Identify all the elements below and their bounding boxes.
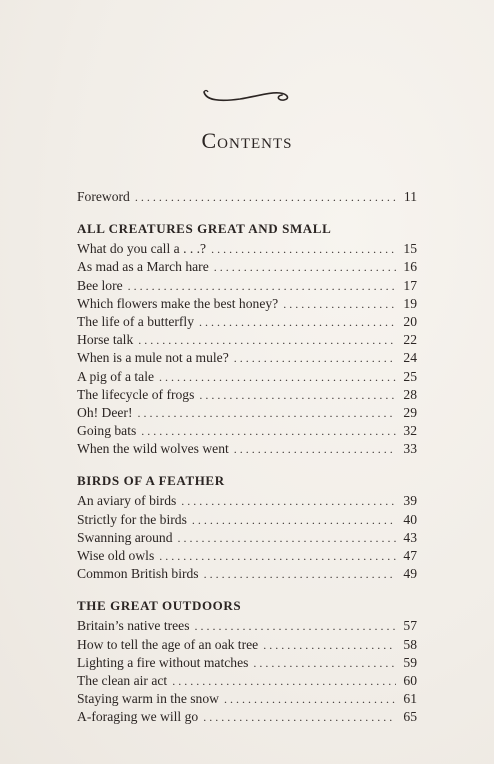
table-of-contents (77, 188, 417, 727)
dot-leader (263, 636, 396, 654)
toc-entry-page: 28 (403, 386, 417, 402)
dot-leader (192, 511, 396, 529)
dot-leader (159, 368, 396, 386)
toc-entry-title: Wise old owls (77, 548, 155, 563)
dot-leader (135, 188, 396, 206)
dot-leader (234, 349, 396, 367)
toc-entry (77, 547, 417, 565)
dot-leader (172, 672, 396, 690)
toc-entry-page: 32 (403, 423, 417, 439)
dot-leader (199, 386, 396, 404)
toc-entry-page: 33 (403, 441, 417, 457)
toc-entry-title: Which flowers make the best honey? (77, 295, 279, 311)
toc-entry-title: The lifecycle of frogs (77, 386, 195, 402)
toc-entry (77, 295, 417, 313)
swash-ornament-icon (200, 84, 292, 106)
dot-leader (178, 529, 396, 547)
dot-leader (199, 313, 396, 331)
dot-leader (224, 690, 396, 708)
toc-entry-page: 19 (403, 295, 417, 311)
toc-entry (77, 690, 417, 708)
toc-entry-page: 60 (403, 672, 417, 688)
dot-leader (195, 617, 397, 635)
page-title: Contents (201, 128, 293, 153)
dot-leader (204, 565, 396, 583)
toc-entry-title: The life of a butterfly (77, 313, 195, 329)
toc-entry-title: Swanning around (77, 529, 173, 545)
toc-entry-page: 15 (403, 241, 417, 257)
toc-entry-page: 49 (403, 566, 417, 582)
toc-entry-title: Strictly for the birds (77, 511, 187, 527)
dot-leader (211, 240, 396, 258)
dot-leader (128, 277, 396, 295)
toc-entry-title: What do you call a . . .? (77, 241, 207, 257)
dot-leader (138, 331, 396, 349)
toc-entry-page: 40 (403, 511, 417, 527)
toc-entry (77, 368, 417, 386)
toc-entry-page: 29 (403, 404, 417, 420)
toc-entry (77, 404, 417, 422)
toc-entry (77, 636, 417, 654)
toc-entry-page: 17 (403, 277, 417, 293)
toc-entry (77, 240, 417, 258)
toc-entry (77, 617, 417, 635)
toc-entry-title: A pig of a tale (77, 368, 155, 384)
toc-entry-title: Going bats (77, 423, 137, 439)
toc-entry (77, 492, 417, 510)
toc-entry-title: Common British birds (77, 566, 199, 582)
toc-entry (77, 277, 417, 295)
dot-leader (181, 492, 396, 510)
toc-entry-title: Staying warm in the snow (77, 691, 219, 707)
toc-entry-page: 59 (403, 654, 417, 670)
toc-entry (77, 258, 417, 276)
toc-entry (77, 511, 417, 529)
toc-entry-page: 25 (403, 368, 417, 384)
toc-entry-page: 58 (403, 636, 417, 652)
toc-entry (77, 672, 417, 690)
toc-entry-title: When is a mule not a mule? (77, 350, 229, 366)
dot-leader (137, 404, 396, 422)
toc-entry-title: The clean air act (77, 672, 168, 688)
toc-entry-title: As mad as a March hare (77, 259, 209, 275)
toc-entry (77, 386, 417, 404)
dot-leader (253, 654, 396, 672)
section-heading: THE GREAT OUTDOORS (77, 598, 242, 614)
toc-entry-title: How to tell the age of an oak tree (77, 636, 259, 652)
toc-entry-title: Britain’s native trees (77, 618, 190, 634)
toc-entry-title: Foreword (77, 189, 130, 204)
toc-entry (77, 529, 417, 547)
toc-entry-page: 22 (403, 332, 417, 348)
toc-entry-page: 39 (403, 493, 417, 509)
toc-entry (77, 422, 417, 440)
toc-entry-page: 47 (403, 548, 417, 563)
toc-entry-page: 57 (403, 618, 417, 634)
dot-leader (214, 258, 396, 276)
toc-entry-page: 43 (403, 529, 417, 545)
toc-entry-page: 11 (403, 189, 417, 204)
dot-leader (283, 295, 396, 313)
toc-entry-page: 16 (403, 259, 417, 275)
toc-entry-page: 20 (403, 313, 417, 329)
section-heading: BIRDS OF A FEATHER (77, 473, 225, 489)
toc-entry-page: 24 (403, 350, 417, 366)
toc-entry-title: Bee lore (77, 277, 123, 293)
toc-entry-title: An aviary of birds (77, 493, 177, 509)
dot-leader (203, 708, 396, 726)
toc-entry (77, 188, 417, 206)
toc-entry (77, 313, 417, 331)
toc-entry (77, 331, 417, 349)
toc-entry-page: 61 (403, 691, 417, 707)
toc-entry (77, 654, 417, 672)
toc-entry-title: A-foraging we will go (77, 709, 199, 725)
dot-leader (234, 440, 396, 458)
section-heading: ALL CREATURES GREAT AND SMALL (77, 221, 332, 237)
toc-entry (77, 440, 417, 458)
toc-entry-title: Horse talk (77, 332, 134, 348)
toc-entry (77, 565, 417, 583)
dot-leader (141, 422, 396, 440)
toc-entry-title: Oh! Deer! (77, 404, 133, 420)
toc-entry-title: When the wild wolves went (77, 441, 229, 457)
toc-entry (77, 349, 417, 367)
dot-leader (159, 547, 396, 565)
toc-entry-title: Lighting a fire without matches (77, 654, 249, 670)
toc-entry-page: 65 (403, 709, 417, 725)
toc-entry (77, 708, 417, 726)
